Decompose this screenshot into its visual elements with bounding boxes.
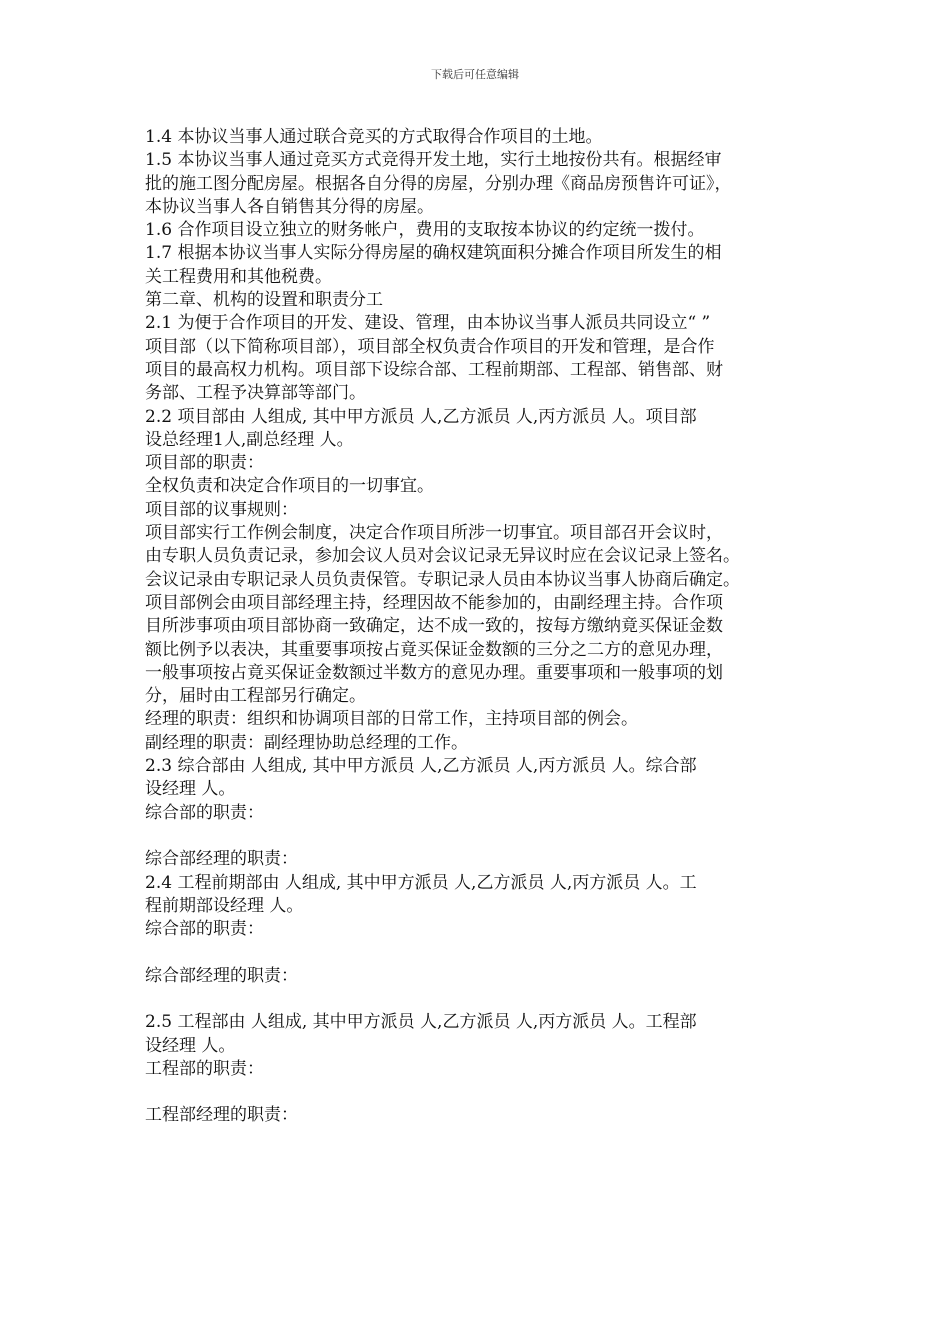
text-line: 1.4 本协议当事人通过联合竞买的方式取得合作项目的土地。	[145, 127, 603, 147]
text-line: 设经理 人。	[145, 779, 236, 800]
blank-line	[145, 988, 810, 1011]
text-line: 综合部的职责：	[145, 919, 264, 940]
text-line: 综合部经理的职责：	[145, 849, 298, 870]
text-line: 目所涉事项由项目部协商一致确定，达不成一致的，按每方缴纳竟买保证金数	[145, 616, 723, 637]
text-line: 副经理的职责：副经理协助总经理的工作。	[145, 732, 468, 753]
text-line: 综合部经理的职责：	[145, 965, 298, 986]
text-line: 工程部经理的职责：	[145, 1105, 298, 1126]
page-header: 下载后可任意编辑	[431, 68, 519, 81]
text-line: 2.1 为便于合作项目的开发、建设、管理，由本协议当事人派员共同设立“ ”	[145, 313, 711, 334]
blank-line	[145, 941, 810, 964]
text-line: 务部、工程予决算部等部门。	[145, 383, 366, 404]
text-line: 会议记录由专职记录人员负责保管。专职记录人员由本协议当事人协商后确定。	[145, 569, 740, 590]
text-line: 项目部例会由项目部经理主持，经理因故不能参加的，由副经理主持。合作项	[145, 592, 723, 613]
text-line: 1.6 合作项目设立独立的财务帐户，费用的支取按本协议的约定统一拨付。	[145, 220, 705, 241]
blank-line	[145, 825, 810, 848]
text-line: 经理的职责：组织和协调项目部的日常工作，主持项目部的例会。	[145, 709, 638, 730]
text-line: 2.3 综合部由 人组成, 其中甲方派员 人,乙方派员 人,丙方派员 人。综合部	[145, 756, 697, 777]
text-line: 项目部的职责：	[145, 453, 264, 474]
text-line: 项目部的议事规则：	[145, 499, 298, 520]
text-line: 由专职人员负责记录，参加会议人员对会议记录无异议时应在会议记录上签名。	[145, 546, 740, 567]
text-line: 工程部的职责：	[145, 1058, 264, 1079]
text-line: 批的施工图分配房屋。根据各自分得的房屋，分别办理《商品房预售许可证》，	[145, 173, 732, 194]
text-line: 设总经理1人,副总经理 人。	[145, 429, 354, 450]
text-line: 综合部的职责：	[145, 802, 264, 823]
text-line: 1.5 本协议当事人通过竞买方式竞得开发土地，实行土地按份共有。根据经审	[145, 150, 722, 171]
blank-line	[145, 1081, 810, 1104]
document-body	[145, 126, 810, 1128]
text-line: 程前期部设经理 人。	[145, 895, 304, 916]
text-line: 项目部实行工作例会制度，决定合作项目所涉一切事宜。项目部召开会议时，	[145, 523, 723, 544]
text-line: 关工程费用和其他税费。	[145, 266, 332, 287]
text-line: 项目的最高权力机构。项目部下设综合部、工程前期部、工程部、销售部、财	[145, 359, 723, 380]
text-line: 2.2 项目部由 人组成, 其中甲方派员 人,乙方派员 人,丙方派员 人。项目部	[145, 406, 697, 427]
text-line: 一般事项按占竟买保证金数额过半数方的意见办理。重要事项和一般事项的划	[145, 662, 723, 683]
text-line: 额比例予以表决，其重要事项按占竟买保证金数额的三分之二方的意见办理，	[145, 639, 723, 660]
text-line: 分，届时由工程部另行确定。	[145, 686, 366, 707]
text-line: 第二章、机构的设置和职责分工	[145, 290, 383, 311]
text-line: 设经理 人。	[145, 1035, 236, 1056]
text-line: 2.5 工程部由 人组成, 其中甲方派员 人,乙方派员 人,丙方派员 人。工程部	[145, 1012, 697, 1033]
text-line: 项目部（以下简称项目部），项目部全权负责合作项目的开发和管理，是合作	[145, 336, 715, 357]
text-line: 1.7 根据本协议当事人实际分得房屋的确权建筑面积分摊合作项目所发生的相	[145, 243, 722, 264]
text-line: 全权负责和决定合作项目的一切事宜。	[145, 476, 434, 497]
text-line: 本协议当事人各自销售其分得的房屋。	[145, 196, 434, 217]
text-line: 2.4 工程前期部由 人组成, 其中甲方派员 人,乙方派员 人,丙方派员 人。工	[145, 872, 697, 893]
